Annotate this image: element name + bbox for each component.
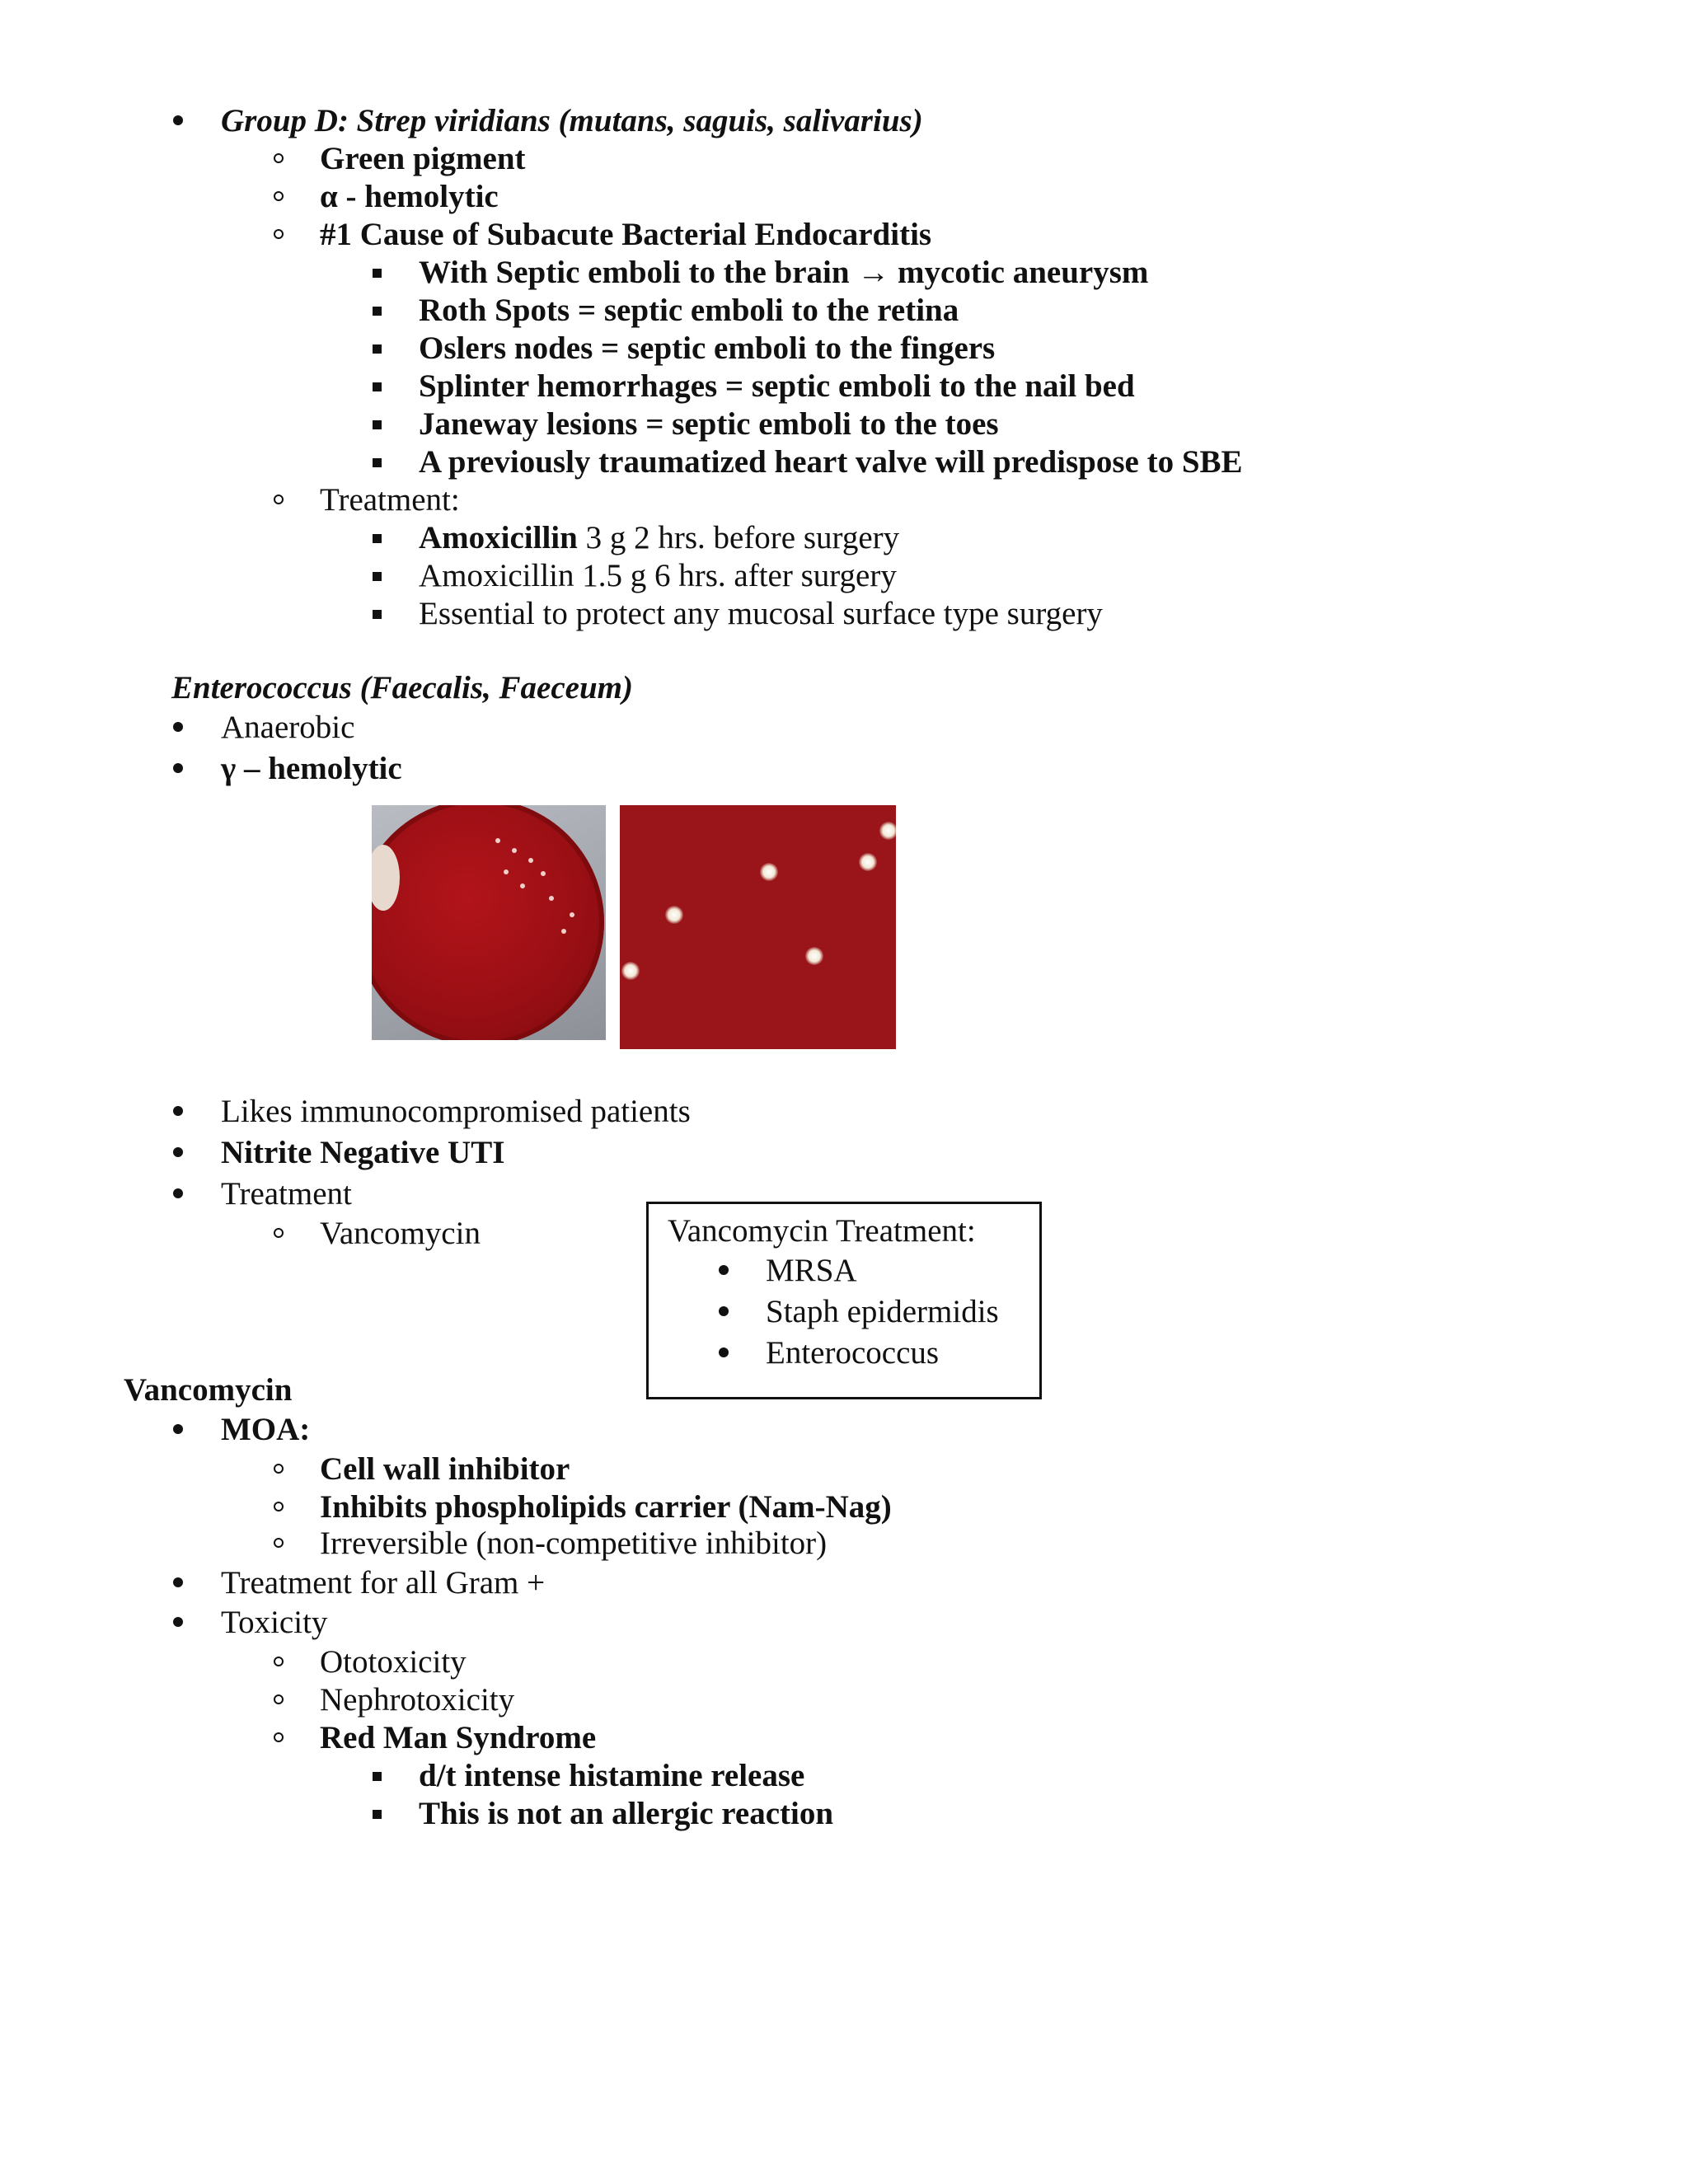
- group-d-item: Green pigment: [320, 141, 526, 176]
- bullet-dot-icon: [719, 1265, 729, 1275]
- colony-dot: [570, 912, 574, 917]
- toxicity-item: Ototoxicity: [320, 1644, 467, 1680]
- bullet-square-icon: [373, 307, 382, 316]
- bullet-dot-icon: [719, 1347, 729, 1357]
- box-item: Enterococcus: [766, 1335, 940, 1371]
- sbe-point: Roth Spots = septic emboli to the retina: [419, 293, 959, 328]
- bullet-dot-icon: [173, 1617, 183, 1627]
- bullet-square-icon: [373, 344, 382, 354]
- colony-dot: [520, 883, 525, 888]
- treatment-label: Treatment:: [320, 482, 460, 518]
- treatment-drug: Amoxicillin: [419, 520, 578, 555]
- sbe-point: Oslers nodes = septic emboli to the fingers: [419, 330, 996, 366]
- colony: [805, 947, 823, 965]
- bullet-dot-icon: [173, 1188, 183, 1198]
- moa-item: Cell wall inhibitor: [320, 1451, 570, 1487]
- colony-closeup-photo: [620, 805, 896, 1049]
- enterococcus-treatment: Vancomycin: [320, 1216, 481, 1251]
- red-man-point: This is not an allergic reaction: [419, 1796, 834, 1831]
- bullet-circle-icon: [274, 229, 284, 239]
- colony-dot: [495, 838, 500, 843]
- moa-item: Irreversible (non-competitive inhibitor): [320, 1526, 828, 1561]
- colony-dot: [541, 871, 546, 876]
- red-man-point: d/t intense histamine release: [419, 1758, 805, 1793]
- vancomycin-treatment-box: [646, 1202, 1042, 1399]
- box-title: Vancomycin Treatment:: [668, 1213, 976, 1249]
- colony: [760, 863, 778, 881]
- bullet-square-icon: [373, 269, 382, 278]
- moa-label: MOA:: [221, 1412, 311, 1447]
- colony: [879, 822, 896, 840]
- bullet-circle-icon: [274, 191, 284, 201]
- treatment-item: Essential to protect any mucosal surface type surgery: [419, 596, 1103, 631]
- group-d-item: #1 Cause of Subacute Bacterial Endocarditis: [320, 217, 932, 252]
- bullet-circle-icon: [274, 1732, 284, 1742]
- sbe-point: Janeway lesions = septic emboli to the toes: [419, 406, 999, 442]
- group-d-item: α - hemolytic: [320, 179, 499, 214]
- bullet-dot-icon: [173, 1106, 183, 1116]
- enterococcus-item: Likes immunocompromised patients: [221, 1094, 691, 1129]
- bullet-circle-icon: [274, 1657, 284, 1666]
- treatment-item: Amoxicillin 1.5 g 6 hrs. after surgery: [419, 558, 897, 593]
- bullet-circle-icon: [274, 153, 284, 163]
- toxicity-item: Red Man Syndrome: [320, 1720, 597, 1755]
- blood-agar-plate-photo: [372, 805, 606, 1040]
- colony-dot: [561, 929, 566, 934]
- box-item: MRSA: [766, 1253, 857, 1288]
- bullet-square-icon: [373, 1772, 382, 1781]
- bullet-dot-icon: [173, 1577, 183, 1587]
- bullet-dot-icon: [173, 722, 183, 732]
- bullet-dot-icon: [173, 1147, 183, 1157]
- bullet-square-icon: [373, 1810, 382, 1819]
- treatment-item: [419, 519, 899, 557]
- bullet-square-icon: [373, 420, 382, 429]
- vancomycin-item: Treatment for all Gram +: [221, 1565, 546, 1601]
- bullet-circle-icon: [274, 1228, 284, 1238]
- colony: [859, 853, 877, 871]
- enterococcus-item: Nitrite Negative UTI: [221, 1135, 505, 1170]
- box-item: Staph epidermidis: [766, 1294, 999, 1329]
- bullet-circle-icon: [274, 1502, 284, 1511]
- bullet-circle-icon: [274, 1464, 284, 1474]
- sbe-point: A previously traumatized heart valve will predispose to SBE: [419, 444, 1243, 480]
- group-d-heading: Group D: Strep viridians (mutans, saguis, salivarius): [221, 103, 923, 138]
- colony-dot: [504, 869, 509, 874]
- sbe-point: With Septic emboli to the brain → mycotic aneurysm: [419, 255, 1149, 290]
- bullet-square-icon: [373, 534, 382, 543]
- bullet-square-icon: [373, 458, 382, 467]
- bullet-dot-icon: [173, 1424, 183, 1434]
- vancomycin-heading: Vancomycin: [124, 1372, 293, 1408]
- colony: [665, 906, 683, 924]
- bullet-dot-icon: [173, 763, 183, 773]
- sbe-point: Splinter hemorrhages = septic emboli to the nail bed: [419, 368, 1135, 404]
- bullet-dot-icon: [719, 1306, 729, 1316]
- bullet-circle-icon: [274, 494, 284, 504]
- colony-dot: [528, 858, 533, 863]
- bullet-square-icon: [373, 382, 382, 391]
- enterococcus-heading: Enterococcus (Faecalis, Faeceum): [171, 670, 633, 705]
- enterococcus-item: Anaerobic: [221, 710, 355, 745]
- colony: [621, 962, 640, 980]
- bullet-square-icon: [373, 572, 382, 581]
- colony-dot: [549, 896, 554, 901]
- bullet-circle-icon: [274, 1694, 284, 1704]
- bullet-circle-icon: [274, 1538, 284, 1548]
- colony-dot: [512, 848, 517, 853]
- petri-dish: [372, 805, 604, 1040]
- moa-item: Inhibits phospholipids carrier (Nam-Nag): [320, 1489, 892, 1525]
- toxicity-label: Toxicity: [221, 1605, 328, 1640]
- enterococcus-item: γ – hemolytic: [221, 751, 402, 786]
- treatment-dose: 3 g 2 hrs. before surgery: [577, 520, 900, 555]
- bullet-dot-icon: [173, 115, 183, 125]
- enterococcus-item: Treatment: [221, 1176, 352, 1212]
- bullet-square-icon: [373, 610, 382, 619]
- toxicity-item: Nephrotoxicity: [320, 1682, 515, 1718]
